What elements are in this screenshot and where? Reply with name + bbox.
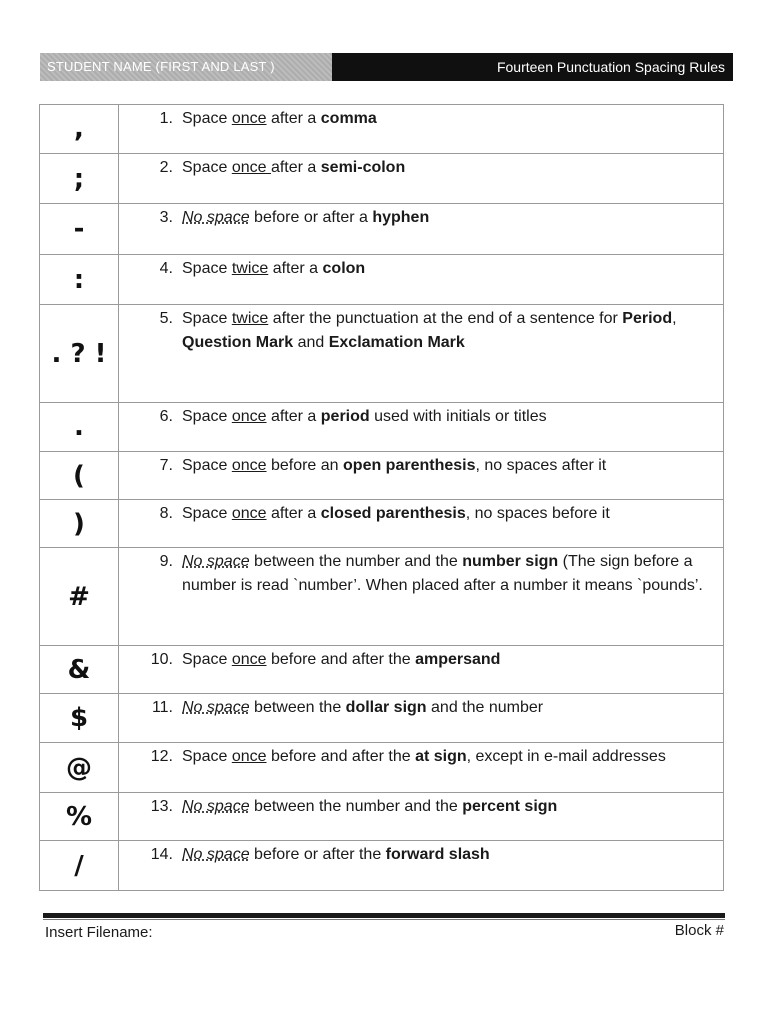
rule-row xyxy=(40,255,724,305)
rule-text: Space once before an open parenthesis, no spaces after it xyxy=(182,457,607,474)
rule-cell xyxy=(119,500,724,548)
rule-number: 6. xyxy=(159,408,173,425)
rule-number: 4. xyxy=(159,260,173,277)
rule-symbol: , xyxy=(40,105,119,154)
rule-row xyxy=(40,452,724,500)
rule-text: Space once after a closed parenthesis, no spaces before it xyxy=(182,505,610,522)
rule-symbol: # xyxy=(40,548,119,646)
footer-divider-thin xyxy=(43,919,725,920)
rule-number: 7. xyxy=(159,457,173,474)
rule-symbol: % xyxy=(40,793,119,841)
rule-number: 9. xyxy=(159,553,173,570)
rule-cell xyxy=(119,646,724,694)
rule-row xyxy=(40,694,724,743)
block-label: Block # xyxy=(674,922,724,939)
rule-number: 13. xyxy=(150,798,173,815)
rule-symbol: ; xyxy=(40,154,119,204)
rule-cell xyxy=(119,452,724,500)
rule-symbol: @ xyxy=(40,743,119,793)
rule-number: 1. xyxy=(159,110,173,127)
header-bar xyxy=(40,53,733,81)
rule-number: 12. xyxy=(150,748,173,765)
rules-table xyxy=(39,104,724,891)
rule-row xyxy=(40,204,724,255)
rule-symbol: : xyxy=(40,255,119,305)
rule-cell xyxy=(119,305,724,403)
rule-cell xyxy=(119,255,724,305)
rule-row xyxy=(40,793,724,841)
rule-symbol: ( xyxy=(40,452,119,500)
rule-number: 3. xyxy=(159,209,173,226)
rule-row xyxy=(40,841,724,891)
rule-cell xyxy=(119,694,724,743)
rule-cell xyxy=(119,403,724,452)
rule-row xyxy=(40,548,724,646)
rule-number: 10. xyxy=(150,651,173,668)
rule-cell xyxy=(119,105,724,154)
rule-symbol: ) xyxy=(40,500,119,548)
rule-row xyxy=(40,500,724,548)
rule-number: 2. xyxy=(159,159,173,176)
footer-divider xyxy=(43,913,725,918)
rule-number: 8. xyxy=(159,505,173,522)
rule-text: No space between the number and the number sign (The sign before a number is read `number’. When placed after a number it means `pounds’. xyxy=(182,553,703,594)
filename-label: Insert Filename: xyxy=(45,924,153,941)
rule-symbol: . xyxy=(40,403,119,452)
rule-symbol: $ xyxy=(40,694,119,743)
rule-symbol: & xyxy=(40,646,119,694)
rule-cell xyxy=(119,548,724,646)
rule-number: 14. xyxy=(150,846,173,863)
rule-text: Space twice after a colon xyxy=(182,260,366,277)
rule-text: No space between the number and the percent sign xyxy=(182,798,558,815)
rule-text: Space once after a period used with initials or titles xyxy=(182,408,547,425)
rule-symbol: . ? ! xyxy=(40,305,119,403)
rule-text: Space twice after the punctuation at the end of a sentence for Period, Question Mark and Exclamation Mark xyxy=(182,310,677,351)
rule-text: Space once after a comma xyxy=(182,110,377,127)
rule-cell xyxy=(119,154,724,204)
rule-text: Space once before and after the ampersand xyxy=(182,651,501,668)
rule-cell xyxy=(119,204,724,255)
rule-row xyxy=(40,646,724,694)
rule-text: No space before or after a hyphen xyxy=(182,209,430,226)
rule-text: Space once before and after the at sign, except in e-mail addresses xyxy=(182,748,666,765)
rule-row xyxy=(40,743,724,793)
rule-symbol: / xyxy=(40,841,119,891)
rule-cell xyxy=(119,793,724,841)
rule-row xyxy=(40,105,724,154)
rule-text: Space once after a semi-colon xyxy=(182,159,406,176)
rule-number: 5. xyxy=(159,310,173,327)
student-name-label: STUDENT NAME (FIRST AND LAST ) xyxy=(40,53,332,81)
rule-row xyxy=(40,305,724,403)
rule-text: No space before or after the forward slash xyxy=(182,846,490,863)
rule-cell xyxy=(119,841,724,891)
page-title: Fourteen Punctuation Spacing Rules xyxy=(332,53,733,81)
rule-number: 11. xyxy=(151,699,173,716)
rule-symbol: - xyxy=(40,204,119,255)
rule-cell xyxy=(119,743,724,793)
rule-text: No space between the dollar sign and the number xyxy=(182,699,544,716)
rule-row xyxy=(40,154,724,204)
rule-row xyxy=(40,403,724,452)
